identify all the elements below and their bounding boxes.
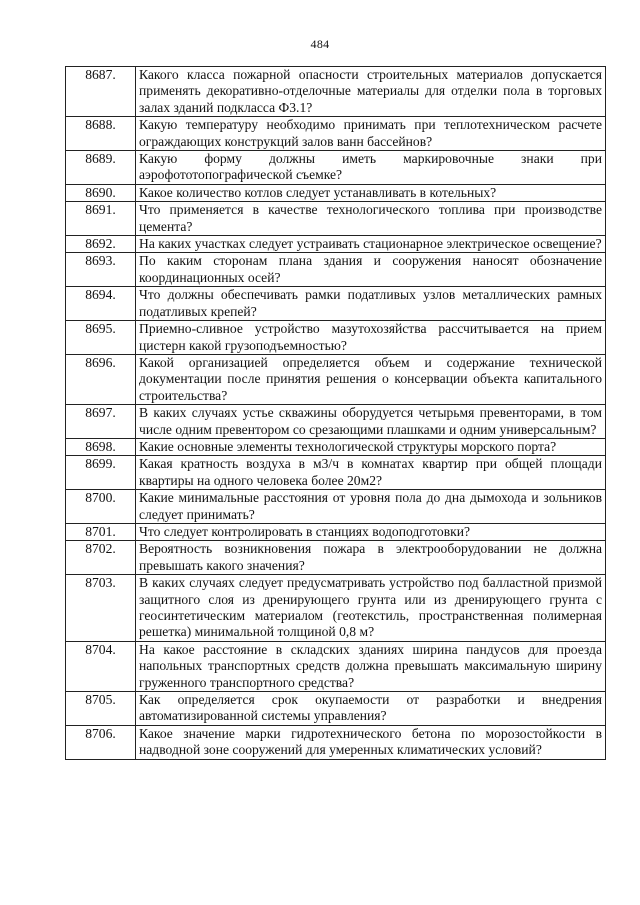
table-row (66, 490, 606, 524)
question-number: 8694. (66, 287, 136, 321)
table-row (66, 287, 606, 321)
table-row (66, 541, 606, 575)
questions-table (65, 66, 606, 760)
question-text: Какое количество котлов следует устанавливать в котельных? (136, 184, 606, 201)
question-text: Какого класса пожарной опасности строительных материалов допускается применять декоративно-отделочные материалы для отделки пола в торговых залах зданий подкласса Ф3.1? (136, 67, 606, 117)
table-row (66, 523, 606, 540)
question-text: По каким сторонам плана здания и сооружения наносят обозначение координационных осей? (136, 253, 606, 287)
question-number: 8706. (66, 725, 136, 759)
question-number: 8703. (66, 575, 136, 642)
question-text: Какую форму должны иметь маркировочные знаки при аэрофототопографической съемке? (136, 151, 606, 185)
table-row (66, 184, 606, 201)
question-text: На какое расстояние в складских зданиях ширина пандусов для проезда напольных транспортных средств должна превышать максимальную ширину груженного транспортного средства? (136, 641, 606, 691)
question-text: Какой организацией определяется объем и содержание технической документации после принятия решения о консервации объекта капитального строительства? (136, 354, 606, 404)
question-number: 8696. (66, 354, 136, 404)
question-text: Что должны обеспечивать рамки податливых узлов металлических рамных податливых крепей? (136, 287, 606, 321)
table-row (66, 725, 606, 759)
table-row (66, 641, 606, 691)
table-row (66, 151, 606, 185)
question-number: 8701. (66, 523, 136, 540)
question-text: На каких участках следует устраивать стационарное электрическое освещение? (136, 236, 606, 253)
question-text: Вероятность возникновения пожара в электрооборудовании не должна превышать какого значения? (136, 541, 606, 575)
page-number: 484 (310, 37, 330, 51)
question-text: Что следует контролировать в станциях водоподготовки? (136, 523, 606, 540)
question-text: Что применяется в качестве технологического топлива при производстве цемента? (136, 202, 606, 236)
table-row (66, 456, 606, 490)
question-text: Как определяется срок окупаемости от разработки и внедрения автоматизированной системы управления? (136, 692, 606, 726)
table-row (66, 253, 606, 287)
question-text: Какое значение марки гидротехнического бетона по морозостойкости в надводной зоне сооружений для умеренных климатических условий? (136, 725, 606, 759)
table-row (66, 202, 606, 236)
question-number: 8699. (66, 456, 136, 490)
question-text: Какие минимальные расстояния от уровня пола до дна дымохода и зольников следует принимать? (136, 490, 606, 524)
table-row (66, 117, 606, 151)
table-row (66, 321, 606, 355)
question-number: 8693. (66, 253, 136, 287)
question-text: Какую температуру необходимо принимать при теплотехническом расчете ограждающих конструкций залов ванн бассейнов? (136, 117, 606, 151)
question-number: 8688. (66, 117, 136, 151)
question-number: 8705. (66, 692, 136, 726)
question-number: 8690. (66, 184, 136, 201)
question-number: 8689. (66, 151, 136, 185)
question-text: В каких случаях следует предусматривать устройство под балластной призмой защитного слоя из дренирующего грунта или из дренирующего грунта с геосинтетическим материалом (геотекстиль, пространственная полимерная решетка) минимальной толщиной 0,8 м? (136, 575, 606, 642)
table-row (66, 575, 606, 642)
question-number: 8702. (66, 541, 136, 575)
question-text: Какая кратность воздуха в м3/ч в комнатах квартир при общей площади квартиры на одного человека более 20м2? (136, 456, 606, 490)
question-text: В каких случаях устье скважины оборудуется четырьмя превенторами, в том числе одним превентором со срезающими плашками и одним универсальным? (136, 405, 606, 439)
question-text: Приемно-сливное устройство мазутохозяйства рассчитывается на прием цистерн какой грузоподъемностью? (136, 321, 606, 355)
question-number: 8700. (66, 490, 136, 524)
table-row (66, 438, 606, 455)
question-number: 8687. (66, 67, 136, 117)
question-number: 8698. (66, 438, 136, 455)
question-number: 8704. (66, 641, 136, 691)
table-row (66, 236, 606, 253)
question-number: 8692. (66, 236, 136, 253)
table-row (66, 405, 606, 439)
question-number: 8697. (66, 405, 136, 439)
question-text: Какие основные элементы технологической структуры морского порта? (136, 438, 606, 455)
question-number: 8695. (66, 321, 136, 355)
table-row (66, 67, 606, 117)
table-row (66, 354, 606, 404)
question-number: 8691. (66, 202, 136, 236)
table-row (66, 692, 606, 726)
